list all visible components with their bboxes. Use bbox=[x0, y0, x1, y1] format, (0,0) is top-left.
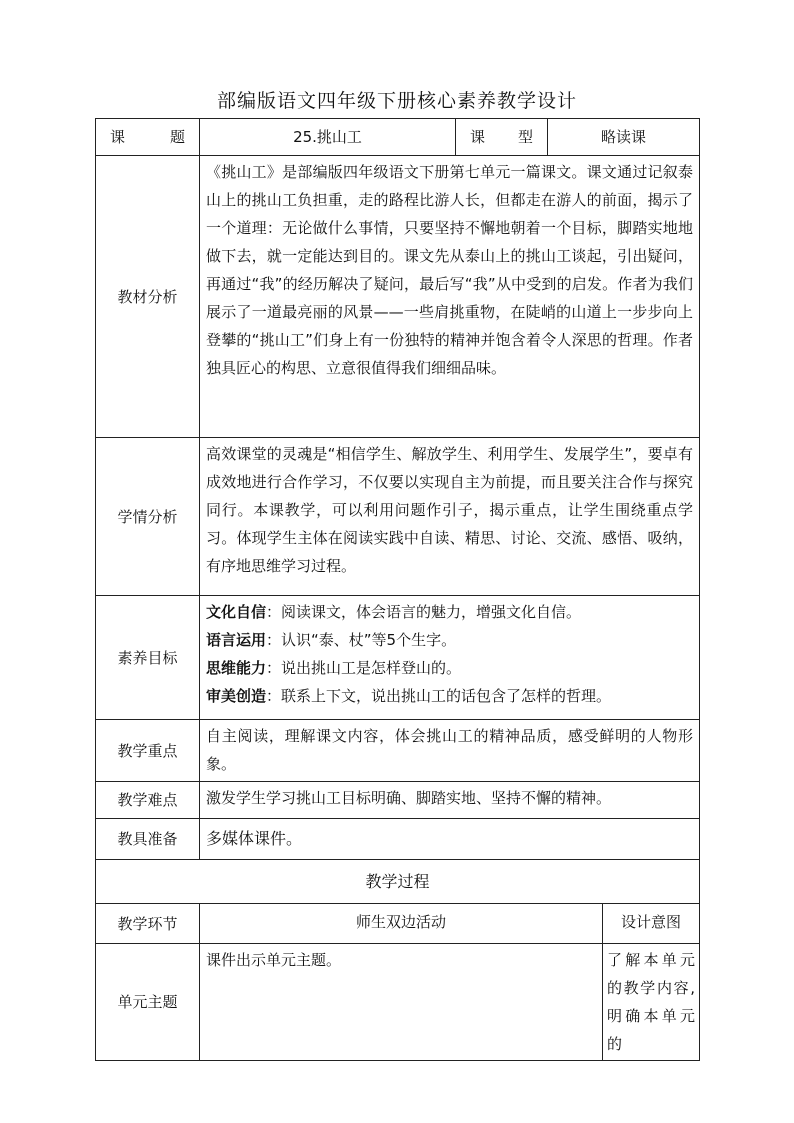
goals-label: 素养目标 bbox=[96, 596, 200, 720]
col-activity: 师生双边活动 bbox=[200, 904, 603, 944]
document-title: 部编版语文四年级下册核心素养教学设计 bbox=[216, 90, 577, 112]
key-point-text: 自主阅读，理解课文内容，体会挑山工的精神品质，感受鲜明的人物形象。 bbox=[200, 720, 700, 782]
lesson-value: 25.挑山工 bbox=[200, 119, 456, 156]
goal-item bbox=[206, 682, 693, 710]
col-intent: 设计意图 bbox=[603, 904, 700, 944]
type-label: 课 型 bbox=[456, 119, 548, 156]
tools-label: 教具准备 bbox=[96, 819, 200, 860]
intent-cell: 了解本单元的教学内容,明确本单元的 bbox=[603, 944, 700, 1061]
goal-item bbox=[206, 654, 693, 682]
goal-item bbox=[206, 626, 693, 654]
difficulty-text: 激发学生学习挑山工目标明确、脚踏实地、坚持不懈的精神。 bbox=[200, 782, 700, 819]
goal-key: 思维能力 bbox=[206, 659, 267, 677]
goal-text: ：联系上下文，说出挑山工的话包含了怎样的哲理。 bbox=[266, 687, 612, 705]
process-heading: 教学过程 bbox=[96, 860, 700, 904]
col-stage: 教学环节 bbox=[96, 904, 200, 944]
student-analysis-text: 高效课堂的灵魂是“相信学生、解放学生、利用学生、发展学生”，要卓有成效地进行合作学习，不仅要以实现自主为前提，而且要关注合作与探究同行。本课教学，可以利用问题作引子，揭示重点，让学生围绕重点学习。体现学生主体在阅读实践中自读、精思、讨论、交流、感悟、吸纳，有序地思维学习过程。 bbox=[200, 438, 700, 596]
goal-text: ：阅读课文，体会语言的魅力，增强文化自信。 bbox=[266, 603, 582, 621]
student-analysis-row bbox=[96, 438, 700, 596]
goal-item bbox=[206, 598, 693, 626]
goal-key: 语言运用 bbox=[206, 631, 267, 649]
student-analysis-label: 学情分析 bbox=[96, 438, 200, 596]
textbook-analysis-label: 教材分析 bbox=[96, 156, 200, 438]
goal-key: 文化自信 bbox=[206, 603, 267, 621]
tools-row bbox=[96, 819, 700, 860]
textbook-analysis-text: 《挑山工》是部编版四年级语文下册第七单元一篇课文。课文通过记叙泰山上的挑山工负担重，走的路程比游人长，但都走在游人的前面，揭示了一个道理：无论做什么事情，只要坚持不懈地朝着一个目标，脚踏实地地做下去，就一定能达到目的。课文先从泰山上的挑山工谈起，引出疑问，再通过“我”的经历解决了疑问，最后写“我”从中受到的启发。作者为我们展示了一道最亮丽的风景——一些肩挑重物，在陡峭的山道上一步步向上登攀的“挑山工”们身上有一份独特的精神并饱含着令人深思的哲理。作者独具匠心的构思、立意很值得我们细细品味。 bbox=[200, 156, 700, 438]
key-point-label: 教学重点 bbox=[96, 720, 200, 782]
goals-list bbox=[200, 596, 700, 720]
goal-key: 审美创造 bbox=[206, 687, 267, 705]
difficulty-row bbox=[96, 782, 700, 819]
process-row bbox=[96, 944, 700, 1061]
process-heading-row bbox=[96, 860, 700, 904]
lesson-plan-table bbox=[95, 118, 700, 1061]
goal-text: ：认识“泰、杖”等5个生字。 bbox=[266, 631, 457, 649]
goal-text: ：说出挑山工是怎样登山的。 bbox=[266, 659, 462, 677]
key-point-row bbox=[96, 720, 700, 782]
lesson-header-row bbox=[96, 119, 700, 156]
goals-row bbox=[96, 596, 700, 720]
lesson-label: 课 题 bbox=[96, 119, 200, 156]
tools-text: 多媒体课件。 bbox=[200, 819, 700, 860]
stage-cell: 单元主题 bbox=[96, 944, 200, 1061]
process-columns-row bbox=[96, 904, 700, 944]
activity-cell: 课件出示单元主题。 bbox=[200, 944, 603, 1061]
textbook-analysis-row bbox=[96, 156, 700, 438]
type-value: 略读课 bbox=[548, 119, 700, 156]
difficulty-label: 教学难点 bbox=[96, 782, 200, 819]
